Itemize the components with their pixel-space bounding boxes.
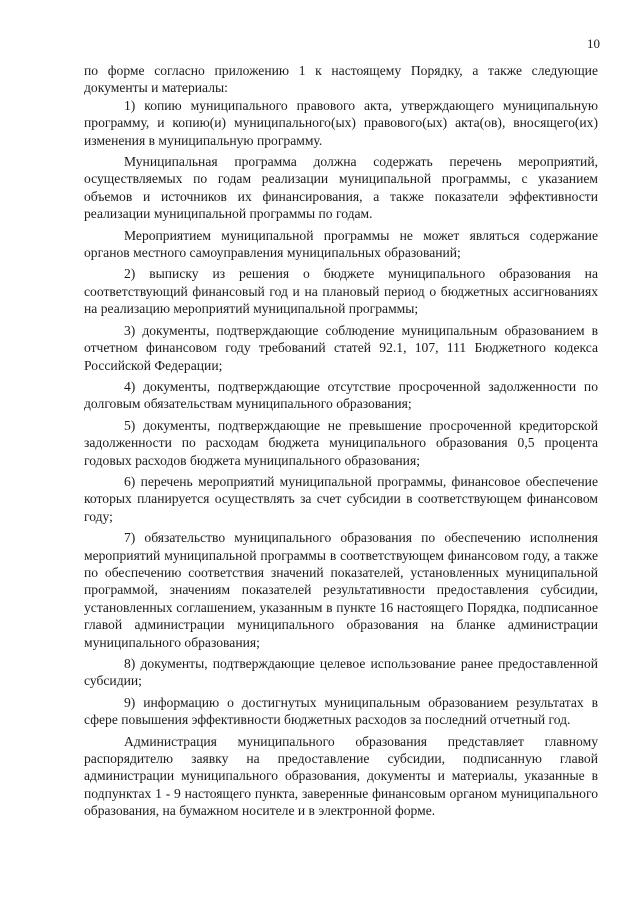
paragraph: Мероприятием муниципальной программы не может являться содержание органов местного самоуправления муниципальных образований;: [84, 227, 598, 261]
paragraph: Администрация муниципального образования представляет главному распорядителю заявку на предоставление субсидии, подписанную главой администрации муниципального образования, документы и материалы, указанные в подпунктах 1 - 9 настоящего пункта, заверенные финансовым органом муниципального образования, на бумажном носителе и в электронной форме.: [84, 733, 598, 819]
paragraph: 4) документы, подтверждающие отсутствие просроченной задолженности по долговым обязательствам муниципального образования;: [84, 378, 598, 412]
paragraph: 8) документы, подтверждающие целевое использование ранее предоставленной субсидии;: [84, 656, 598, 689]
paragraph: 6) перечень мероприятий муниципальной программы, финансовое обеспечение которых планируется осуществлять за счет субсидии в соответствующем финансовом году;: [84, 473, 598, 524]
paragraph: 2) выписку из решения о бюджете муниципального образования на соответствующий финансовый год и на плановый период о бюджетных ассигнованиях на реализацию мероприятий муниципальной программы;: [84, 266, 598, 317]
paragraph: Муниципальная программа должна содержать перечень мероприятий, осуществляемых по годам реализации муниципальной программы, с указанием объемов и источников их финансирования, а также показатели эффективности реализации муниципальной программы по годам.: [84, 154, 598, 222]
paragraph: 9) информацию о достигнутых муниципальным образованием результатах в сфере повышения эффективности бюджетных расходов за последний отчетный год.: [84, 694, 598, 728]
paragraph: 3) документы, подтверждающие соблюдение муниципальным образованием в отчетном финансовом году требований статей 92.1, 107, 111 Бюджетного кодекса Российской Федерации;: [84, 322, 598, 373]
document-body: [84, 62, 598, 820]
page-number: 10: [587, 36, 600, 51]
paragraph: 5) документы, подтверждающие не превышение просроченной кредиторской задолженности по расходам бюджета муниципального образования 0,5 процента годовых расходов бюджета муниципального образования;: [84, 417, 598, 468]
paragraph: 1) копию муниципального правового акта, утверждающего муниципальную программу, и копию(и) муниципального(ых) правового(ых) акта(ов), вносящего(их) изменения в муниципальную программу.: [84, 97, 598, 148]
paragraph: по форме согласно приложению 1 к настоящему Порядку, а также следующие документы и материалы:: [84, 63, 598, 96]
paragraph: 7) обязательство муниципального образования по обеспечению исполнения мероприятий муниципальной программы в соответствующем финансовом году, а также по обеспечению соответствия значений показателей, установленных муниципальной программой, значениям показателей результативности предоставления субсидии, установленных соглашением, указанным в пункте 16 настоящего Порядка, подписанное главой администрации муниципального образования на бланке администрации муниципального образования;: [84, 530, 598, 650]
